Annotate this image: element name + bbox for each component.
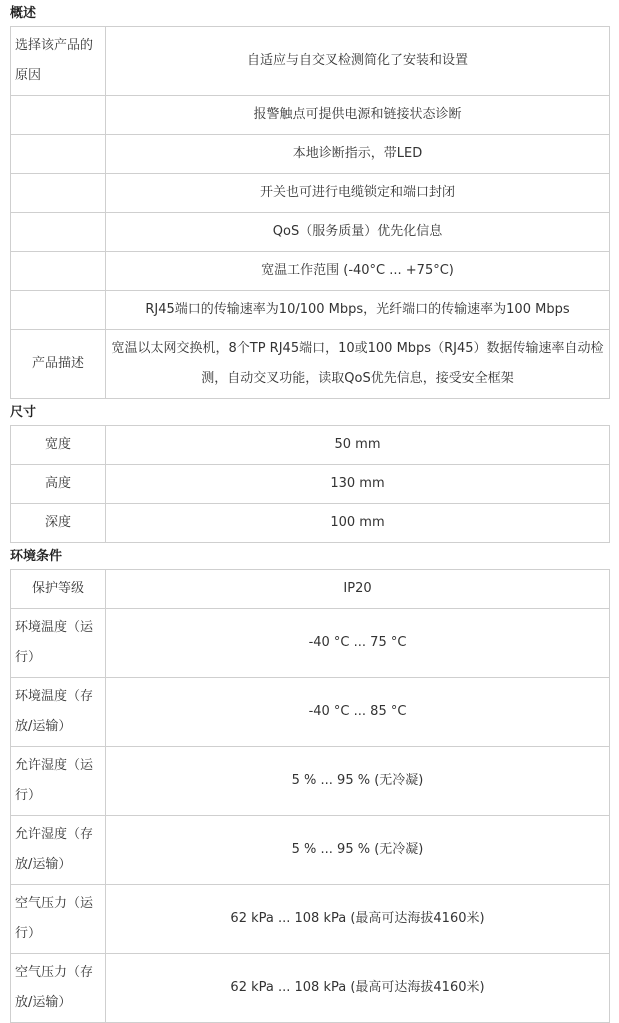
dimensions-table bbox=[10, 425, 610, 543]
table-row bbox=[11, 252, 610, 291]
row-label bbox=[11, 213, 106, 252]
table-row bbox=[11, 96, 610, 135]
row-value: 开关也可进行电缆锁定和端口封闭 bbox=[106, 174, 610, 213]
row-label: 深度 bbox=[11, 504, 106, 543]
row-label: 空气压力（存放/运输） bbox=[11, 954, 106, 1023]
row-value: 自适应与自交叉检测简化了安装和设置 bbox=[106, 27, 610, 96]
row-label bbox=[11, 96, 106, 135]
row-value: 50 mm bbox=[106, 426, 610, 465]
row-value: 宽温工作范围 (-40°C ... +75°C) bbox=[106, 252, 610, 291]
row-value: 5 % ... 95 % (无冷凝) bbox=[106, 816, 610, 885]
row-value: 报警触点可提供电源和链接状态诊断 bbox=[106, 96, 610, 135]
row-label: 高度 bbox=[11, 465, 106, 504]
table-row bbox=[11, 609, 610, 678]
row-value: 62 kPa ... 108 kPa (最高可达海拔4160米) bbox=[106, 954, 610, 1023]
row-label: 允许湿度（运行） bbox=[11, 747, 106, 816]
table-row bbox=[11, 27, 610, 96]
table-row bbox=[11, 570, 610, 609]
row-label: 环境温度（运行） bbox=[11, 609, 106, 678]
row-value: 62 kPa ... 108 kPa (最高可达海拔4160米) bbox=[106, 885, 610, 954]
row-value: 本地诊断指示，带LED bbox=[106, 135, 610, 174]
environment-table bbox=[10, 569, 610, 1023]
row-value: 130 mm bbox=[106, 465, 610, 504]
section-title-dimensions: 尺寸 bbox=[10, 405, 37, 420]
table-row bbox=[11, 213, 610, 252]
row-value: RJ45端口的传输速率为10/100 Mbps，光纤端口的传输速率为100 Mbps bbox=[106, 291, 610, 330]
row-label bbox=[11, 135, 106, 174]
table-row bbox=[11, 174, 610, 213]
row-label bbox=[11, 252, 106, 291]
row-label: 宽度 bbox=[11, 426, 106, 465]
section-title-environment: 环境条件 bbox=[10, 549, 63, 564]
row-value: -40 °C ... 75 °C bbox=[106, 609, 610, 678]
row-label: 选择该产品的原因 bbox=[11, 27, 106, 96]
row-label: 产品描述 bbox=[11, 330, 106, 399]
table-row bbox=[11, 291, 610, 330]
row-label: 允许湿度（存放/运输） bbox=[11, 816, 106, 885]
row-label bbox=[11, 291, 106, 330]
table-row bbox=[11, 426, 610, 465]
row-value: 5 % ... 95 % (无冷凝) bbox=[106, 747, 610, 816]
row-value: -40 °C ... 85 °C bbox=[106, 678, 610, 747]
table-row bbox=[11, 885, 610, 954]
overview-table bbox=[10, 26, 610, 399]
table-row bbox=[11, 816, 610, 885]
row-value: QoS（服务质量）优先化信息 bbox=[106, 213, 610, 252]
row-label: 保护等级 bbox=[11, 570, 106, 609]
table-row bbox=[11, 747, 610, 816]
table-row bbox=[11, 504, 610, 543]
row-value: 宽温以太网交换机，8个TP RJ45端口，10或100 Mbps（RJ45）数据传输速率自动检测，自动交叉功能，读取QoS优先信息，接受安全框架 bbox=[106, 330, 610, 399]
table-row bbox=[11, 465, 610, 504]
table-row bbox=[11, 135, 610, 174]
section-title-overview: 概述 bbox=[10, 6, 37, 21]
row-value: IP20 bbox=[106, 570, 610, 609]
row-value: 100 mm bbox=[106, 504, 610, 543]
table-row bbox=[11, 330, 610, 399]
table-row bbox=[11, 678, 610, 747]
table-row bbox=[11, 954, 610, 1023]
row-label bbox=[11, 174, 106, 213]
row-label: 空气压力（运行） bbox=[11, 885, 106, 954]
row-label: 环境温度（存放/运输） bbox=[11, 678, 106, 747]
